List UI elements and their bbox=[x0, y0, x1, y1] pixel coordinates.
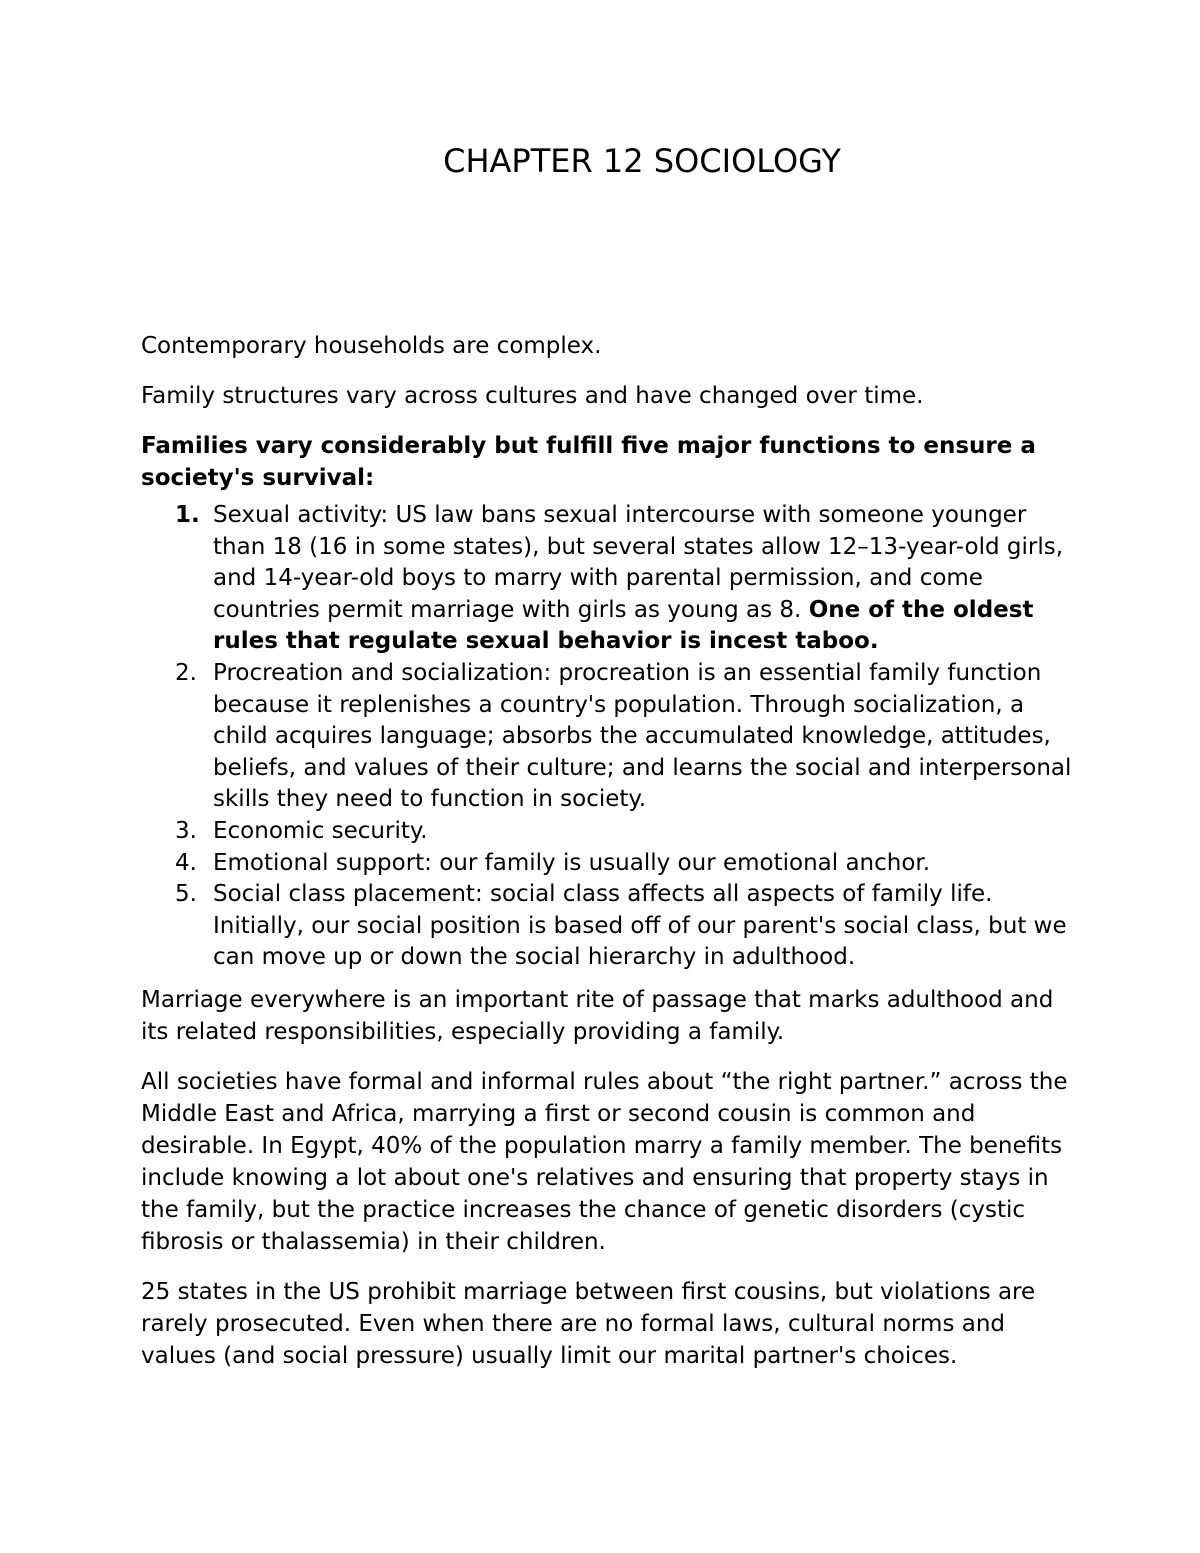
list-item-text: Social class placement: social class affects all aspects of family life. Initially, our social position is based off of our parent's social class, but we can move up or down the social hierarchy in adulthood. bbox=[213, 881, 1067, 971]
list-item bbox=[141, 879, 1076, 974]
document-title: CHAPTER 12 SOCIOLOGY bbox=[443, 142, 841, 180]
paragraph-family-structures: Family structures vary across cultures and have changed over time. bbox=[141, 383, 924, 409]
list-item-text: Economic security. bbox=[213, 817, 428, 844]
list-item bbox=[141, 658, 1076, 816]
list-item-text: Sexual activity: US law bans sexual intercourse with someone younger than 18 (16 in some states), but several states allow 12–13-year-old girls, and 14-year-old boys to marry with parental permission, and come countries permit marriage with girls as young as 8. bbox=[213, 502, 1064, 623]
list-number: 4. bbox=[175, 849, 197, 876]
paragraph-marriage: Marriage everywhere is an important rite of passage that marks adulthood and its related responsibilities, especially providing a family. bbox=[141, 986, 1054, 1045]
list-number: 2. bbox=[175, 659, 197, 686]
functions-heading: Families vary considerably but fulfill five major functions to ensure a society's survival: bbox=[141, 433, 1036, 491]
paragraph-right-partner: All societies have formal and informal rules about “the right partner.” across the Middle East and Africa, marrying a first or second cousin is common and desirable. In Egypt, 40% of the population marry a family member. The benefits include knowing a lot about one's relatives and ensuring that property stays in the family, but the practice increases the chance of genetic disorders (cystic fibrosis or thalassemia) in their children. bbox=[141, 1068, 1068, 1255]
list-item bbox=[141, 848, 1076, 880]
list-item-bold-text: One of the oldest rules that regulate sexual behavior is incest taboo. bbox=[213, 596, 1034, 655]
list-number: 5. bbox=[175, 881, 197, 908]
document-body bbox=[141, 330, 1076, 1390]
list-number: 3. bbox=[175, 817, 197, 844]
list-item-text: Emotional support: our family is usually our emotional anchor. bbox=[213, 849, 931, 876]
functions-list bbox=[141, 500, 1076, 974]
paragraph-households: Contemporary households are complex. bbox=[141, 333, 602, 359]
list-item bbox=[141, 816, 1076, 848]
paragraph-first-cousins: 25 states in the US prohibit marriage between first cousins, but violations are rarely prosecuted. Even when there are no formal laws, cultural norms and values (and social pressure) usually limit our marital partner's choices. bbox=[141, 1278, 1036, 1369]
list-number: 1. bbox=[175, 502, 200, 528]
list-item bbox=[141, 500, 1076, 658]
list-item-text: Procreation and socialization: procreation is an essential family function because it replenishes a country's population. Through socialization, a child acquires language; absorbs the accumulated knowledge, attitudes, beliefs, and values of their culture; and learns the social and interpersonal skills they need to function in society. bbox=[213, 659, 1072, 813]
